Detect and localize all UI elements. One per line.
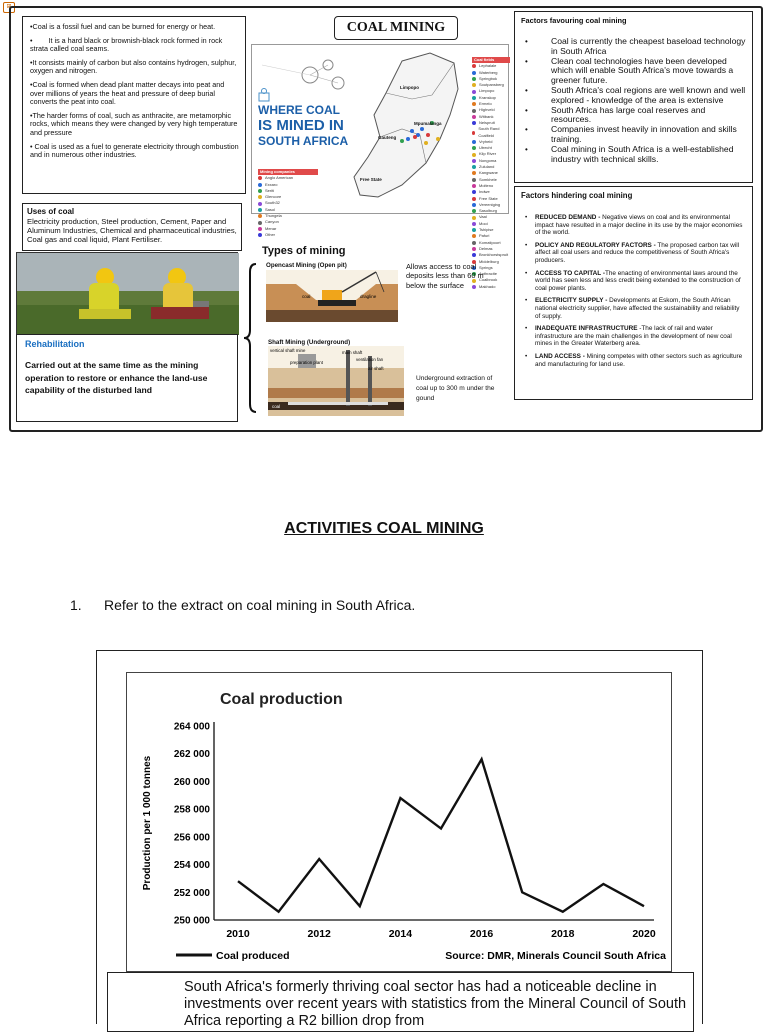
- shaft-description: Underground extraction of coal up to 300 m under the gound: [416, 374, 498, 404]
- miners-photo: [16, 252, 238, 334]
- shaft-label-preparation-plant: preparation plant: [290, 360, 324, 365]
- coalfield-legend-item: Bronkhorstspruit: [472, 252, 510, 258]
- x-tick-label: 2014: [389, 928, 413, 940]
- shaft-title: Shaft Mining (Underground): [268, 339, 350, 346]
- legend-dot-icon: [472, 131, 475, 135]
- legend-dot-icon: [472, 77, 476, 81]
- factors-hindering-box: [514, 186, 753, 400]
- legend-dot-icon: [472, 184, 476, 188]
- coalfield-legend-item: Waterberg: [472, 70, 510, 76]
- opencast-diagram-image: [266, 270, 398, 322]
- company-legend-item: Thungela: [258, 213, 318, 219]
- legend-dot-icon: [472, 121, 476, 125]
- coalfield-legend-item: Zululand: [472, 164, 510, 170]
- y-axis-label: Production per 1 000 tonnes: [142, 755, 153, 890]
- coalfield-legend-item: Utrecht: [472, 145, 510, 151]
- coalfield-legend-item: Highveld: [472, 107, 510, 113]
- legend-dot-icon: [472, 171, 476, 175]
- coal-production-chart: [126, 672, 672, 972]
- company-legend-title: Mining companies: [258, 169, 318, 175]
- shaft-diagram-image: [268, 346, 404, 416]
- coalfield-legend-item: Springs: [472, 265, 510, 271]
- factors-favouring-box: [514, 11, 753, 183]
- uses-text: Electricity production, Steel production, Cement, Paper and Aluminum Industries, Chemical and pharmaceutical industries, Coal gas and coal liquid, Plant Fertiliser.: [27, 217, 237, 245]
- coalfield-legend-item: Ermelo: [472, 101, 510, 107]
- map-label-gauteng: Gauteng: [378, 135, 396, 140]
- hindering-heading: Factors hindering coal mining: [521, 191, 746, 200]
- coalfield-legend-item: Pafuri: [472, 233, 510, 239]
- coalfield-legend-item: Kranskop: [472, 95, 510, 101]
- legend-dot-icon: [472, 140, 476, 144]
- legend-dot-icon: [472, 190, 476, 194]
- fact-3: •It consists mainly of carbon but also contains hydrogen, sulphur, oxygen and nitrogen.: [30, 59, 239, 76]
- legend-dot-icon: [472, 165, 476, 169]
- coalfield-legend-item: Vryheid: [472, 139, 510, 145]
- company-legend-item: Other: [258, 232, 318, 238]
- opencast-label-dragline: dragline: [360, 294, 377, 299]
- hindering-item-text: Negative views on coal and its environmental impact have resulted in a major decline in its use by the major economies of the world.: [535, 214, 742, 236]
- coalfield-legend-item: Vereeniging: [472, 202, 510, 208]
- legend-dot-icon: [472, 90, 476, 94]
- legend-dot-icon: [472, 216, 476, 220]
- company-legend-item: Canyon: [258, 219, 318, 225]
- rehabilitation-heading: Rehabilitation: [25, 339, 229, 349]
- map-heading-line-1: WHERE COAL: [258, 103, 348, 117]
- legend-dot-icon: [472, 109, 476, 113]
- coalfield-legend-item: Kangwane: [472, 170, 510, 176]
- coalfield-legend-item: Coalbrook: [472, 277, 510, 283]
- coalfield-legend-item: Indwe: [472, 189, 510, 195]
- fact-2: • It is a hard black or brownish-black rock formed in rock strata called coal seams.: [30, 37, 239, 54]
- legend-dot-icon: [258, 208, 262, 212]
- coalfield-legend-item: Tshipise: [472, 227, 510, 233]
- hindering-item: [535, 270, 746, 293]
- favouring-item: • Coal is currently the cheapest baseload technology in South Africa: [535, 37, 746, 57]
- map-heading: [258, 103, 348, 148]
- coal-facts-box: [22, 16, 246, 194]
- coalfield-legend-item: Lephalale: [472, 63, 510, 69]
- uses-of-coal-box: [22, 203, 242, 251]
- x-tick-label: 2020: [632, 928, 656, 940]
- hindering-item: [535, 242, 746, 265]
- legend-dot-icon: [258, 189, 262, 193]
- coalfield-legend-item: Vaal: [472, 214, 510, 220]
- company-legend-item: South32: [258, 200, 318, 206]
- coalfield-legend-item: Mooi: [472, 221, 510, 227]
- types-of-mining-heading: Types of mining: [262, 245, 346, 257]
- coalfield-legend-item: Nongoma: [472, 158, 510, 164]
- x-tick-label: 2010: [226, 928, 250, 940]
- chart-title: Coal production: [220, 691, 343, 708]
- legend-dot-icon: [258, 214, 262, 218]
- coalfield-legend-item: Delmas: [472, 246, 510, 252]
- company-legend-item: Exxaro: [258, 182, 318, 188]
- legend-dot-icon: [472, 197, 476, 201]
- activities-title: ACTIVITIES COAL MINING: [0, 520, 768, 538]
- fact-4: •Coal is formed when dead plant matter decays into peat and over millions of years the heat and pressure of deep burial converts the peat into coal.: [30, 81, 239, 107]
- legend-dot-icon: [472, 234, 476, 238]
- coalfield-legend-item: Nelspruit: [472, 120, 510, 126]
- legend-dot-icon: [472, 222, 476, 226]
- favouring-item: • South Africa has large coal reserves and resources.: [535, 106, 746, 126]
- coalfield-legend-item: Komatipoort: [472, 240, 510, 246]
- opencast-diagram: [266, 270, 398, 322]
- hindering-item: [535, 353, 746, 368]
- opencast-label-coal: coal: [302, 294, 310, 299]
- favouring-heading: Factors favouring coal mining: [521, 16, 746, 25]
- coal-mining-title: COAL MINING: [334, 16, 458, 40]
- coalfield-legend-item: Somkhele: [472, 177, 510, 183]
- chart-source: Source: DMR, Minerals Council South Africa: [445, 950, 666, 962]
- hindering-item: [535, 297, 746, 320]
- corner-icon: ⊞: [3, 2, 15, 13]
- rehabilitation-box: [16, 334, 238, 422]
- rehabilitation-text: Carried out at the same time as the mining operation to restore or enhance the land-use capability of the disturbed land: [25, 359, 229, 397]
- company-legend-item: Sasol: [258, 207, 318, 213]
- coalfield-legend-item: Middelburg: [472, 259, 510, 265]
- hindering-item-text: The enacting of environmental laws around the world has seen less and less credit being extended to the construction of coal power plants.: [535, 270, 741, 292]
- question-text: Refer to the extract on coal mining in South Africa.: [104, 597, 415, 613]
- y-tick-label: 258 000: [174, 805, 211, 816]
- legend-dot-icon: [472, 102, 476, 106]
- y-tick-label: 260 000: [174, 777, 211, 788]
- company-legend-item: Anglo American: [258, 175, 318, 181]
- coalfield-legend-item: Anthracite: [472, 271, 510, 277]
- opencast-description: Allows access to coal deposits less than 60 m below the surface: [406, 262, 502, 290]
- fact-5: •The harder forms of coal, such as anthracite, are metamorphic rocks, which means they were changed by very high temperature and pressure: [30, 112, 239, 138]
- map-label-mpumalanga: Mpumalanga: [414, 121, 442, 126]
- legend-dot-icon: [258, 195, 262, 199]
- coal-produced-series-line: [238, 759, 644, 911]
- legend-dot-icon: [258, 202, 262, 206]
- extract-text: South Africa's formerly thriving coal sector has had a noticeable decline in investments over recent years with statistics from the Mineral Council of South Africa reporting a R2 billion drop from: [184, 979, 687, 1030]
- y-tick-label: 264 000: [174, 722, 211, 733]
- legend-dot-icon: [472, 96, 476, 100]
- types-brace: [242, 262, 262, 422]
- opencast-title: Opencast Mining (Open pit): [266, 262, 347, 269]
- coal-map-box: [251, 44, 509, 214]
- legend-dot-icon: [472, 178, 476, 182]
- coalfield-legend-item: Sasolburg: [472, 208, 510, 214]
- legend-dot-icon: [472, 241, 476, 245]
- favouring-item: • Coal mining in South Africa is a well-established industry with technical skills.: [535, 145, 746, 165]
- map-label-free-state: Free State: [360, 177, 382, 182]
- legend-dot-icon: [258, 176, 262, 180]
- company-legend-item: Seriti: [258, 188, 318, 194]
- legend-dot-icon: [472, 209, 476, 213]
- coalfield-legend-item: Springbok: [472, 76, 510, 82]
- legend-dot-icon: [472, 71, 476, 75]
- legend-dot-icon: [258, 227, 262, 231]
- legend-dot-icon: [258, 233, 262, 237]
- hindering-item-label: ELECTRICITY SUPPLY -: [535, 297, 607, 304]
- shaft-label-vertical-shaft-mine: vertical shaft mine: [270, 348, 306, 353]
- mining-companies-legend: [258, 169, 318, 238]
- shaft-label-main-shaft: main shaft: [342, 350, 363, 355]
- map-heading-line-3: SOUTH AFRICA: [258, 134, 348, 148]
- hindering-item-label: INADEQUATE INFRASTRUCTURE: [535, 325, 637, 332]
- coalfield-legend-item: Soutpansberg: [472, 82, 510, 88]
- legend-dot-icon: [472, 253, 476, 257]
- legend-dot-icon: [472, 159, 476, 163]
- coalfield-legend-item: Klip River: [472, 151, 510, 157]
- map-label-limpopo: Limpopo: [400, 85, 419, 90]
- question-number: 1.: [70, 597, 82, 613]
- coalfield-legend-item: Makhado: [472, 284, 510, 290]
- map-heading-line-2: IS MINED IN: [258, 117, 348, 134]
- y-tick-label: 256 000: [174, 832, 211, 843]
- legend-dot-icon: [472, 247, 476, 251]
- legend-dot-icon: [472, 203, 476, 207]
- y-tick-label: 262 000: [174, 749, 211, 760]
- legend-label: Coal produced: [216, 950, 290, 962]
- hindering-list: [521, 214, 746, 368]
- fact-6: • Coal is used as a fuel to generate electricity through combustion and in numerous other industries.: [30, 143, 239, 160]
- legend-dot-icon: [472, 153, 476, 157]
- company-legend-item: Glencore: [258, 194, 318, 200]
- shaft-label-coal: coal: [272, 404, 280, 409]
- shaft-label-air-shaft: air shaft: [368, 366, 384, 371]
- legend-dot-icon: [258, 183, 262, 187]
- legend-dot-icon: [472, 228, 476, 232]
- shaft-diagram: [268, 346, 404, 416]
- shaft-label-ventilation-fan: ventilation fan: [356, 357, 384, 362]
- uses-heading: Uses of coal: [27, 207, 237, 217]
- x-tick-label: 2016: [470, 928, 494, 940]
- coal-fields-legend: [472, 57, 510, 290]
- hindering-item-label: POLICY AND REGULATORY FACTORS -: [535, 242, 656, 249]
- company-legend-item: Menar: [258, 226, 318, 232]
- hindering-item-text: Developments at Eskom, the South African national electricity supplier, have affected the sustainability and reliability of supply.: [535, 297, 740, 319]
- coalfield-legend-item: Free State: [472, 196, 510, 202]
- favouring-list: [521, 37, 746, 164]
- coalfield-legend-item: Limpopo: [472, 88, 510, 94]
- hindering-item-label: ACCESS TO CAPITAL -: [535, 270, 605, 277]
- y-tick-label: 252 000: [174, 888, 211, 899]
- favouring-item: • Companies invest heavily in innovation and skills training.: [535, 125, 746, 145]
- y-tick-label: 254 000: [174, 860, 211, 871]
- coalfield-legend-item: Molteno: [472, 183, 510, 189]
- fact-1: •Coal is a fossil fuel and can be burned for energy or heat.: [30, 23, 239, 32]
- hindering-item-label: REDUCED DEMAND -: [535, 214, 600, 221]
- y-tick-label: 250 000: [174, 916, 211, 927]
- coalfield-legend-item: South Rand Coalfield: [472, 126, 510, 139]
- x-tick-label: 2018: [551, 928, 575, 940]
- favouring-item: • Clean coal technologies have been developed which will enable South Africa's move towards a greener future.: [535, 57, 746, 86]
- legend-dot-icon: [472, 83, 476, 87]
- hindering-item: [535, 325, 746, 348]
- x-tick-label: 2012: [308, 928, 332, 940]
- coalfield-legend-item: Witbank: [472, 114, 510, 120]
- hindering-item-text: The proposed carbon tax will affect all coal users and reduce the competitiveness of South Africa's producers.: [535, 242, 739, 264]
- hindering-item-text: -The lack of rail and water infrastructure are the main challenges in the development of new coal mines in the Greater Waterberg area.: [535, 325, 732, 347]
- hindering-item-text: Mining competes with other sectors such as agriculture and manufacturing for land use.: [535, 353, 742, 368]
- extract-box: [107, 972, 694, 1032]
- legend-dot-icon: [258, 221, 262, 225]
- coalfield-legend-title: Coal fields: [472, 57, 510, 63]
- miners-photo-image: [17, 253, 239, 335]
- legend-dot-icon: [472, 146, 476, 150]
- favouring-item: • South Africa's coal regions are well known and well explored - knowledge of the area is extensive: [535, 86, 746, 106]
- hindering-item-label: LAND ACCESS -: [535, 353, 585, 360]
- legend-dot-icon: [472, 64, 476, 68]
- hindering-item: [535, 214, 746, 237]
- legend-dot-icon: [472, 115, 476, 119]
